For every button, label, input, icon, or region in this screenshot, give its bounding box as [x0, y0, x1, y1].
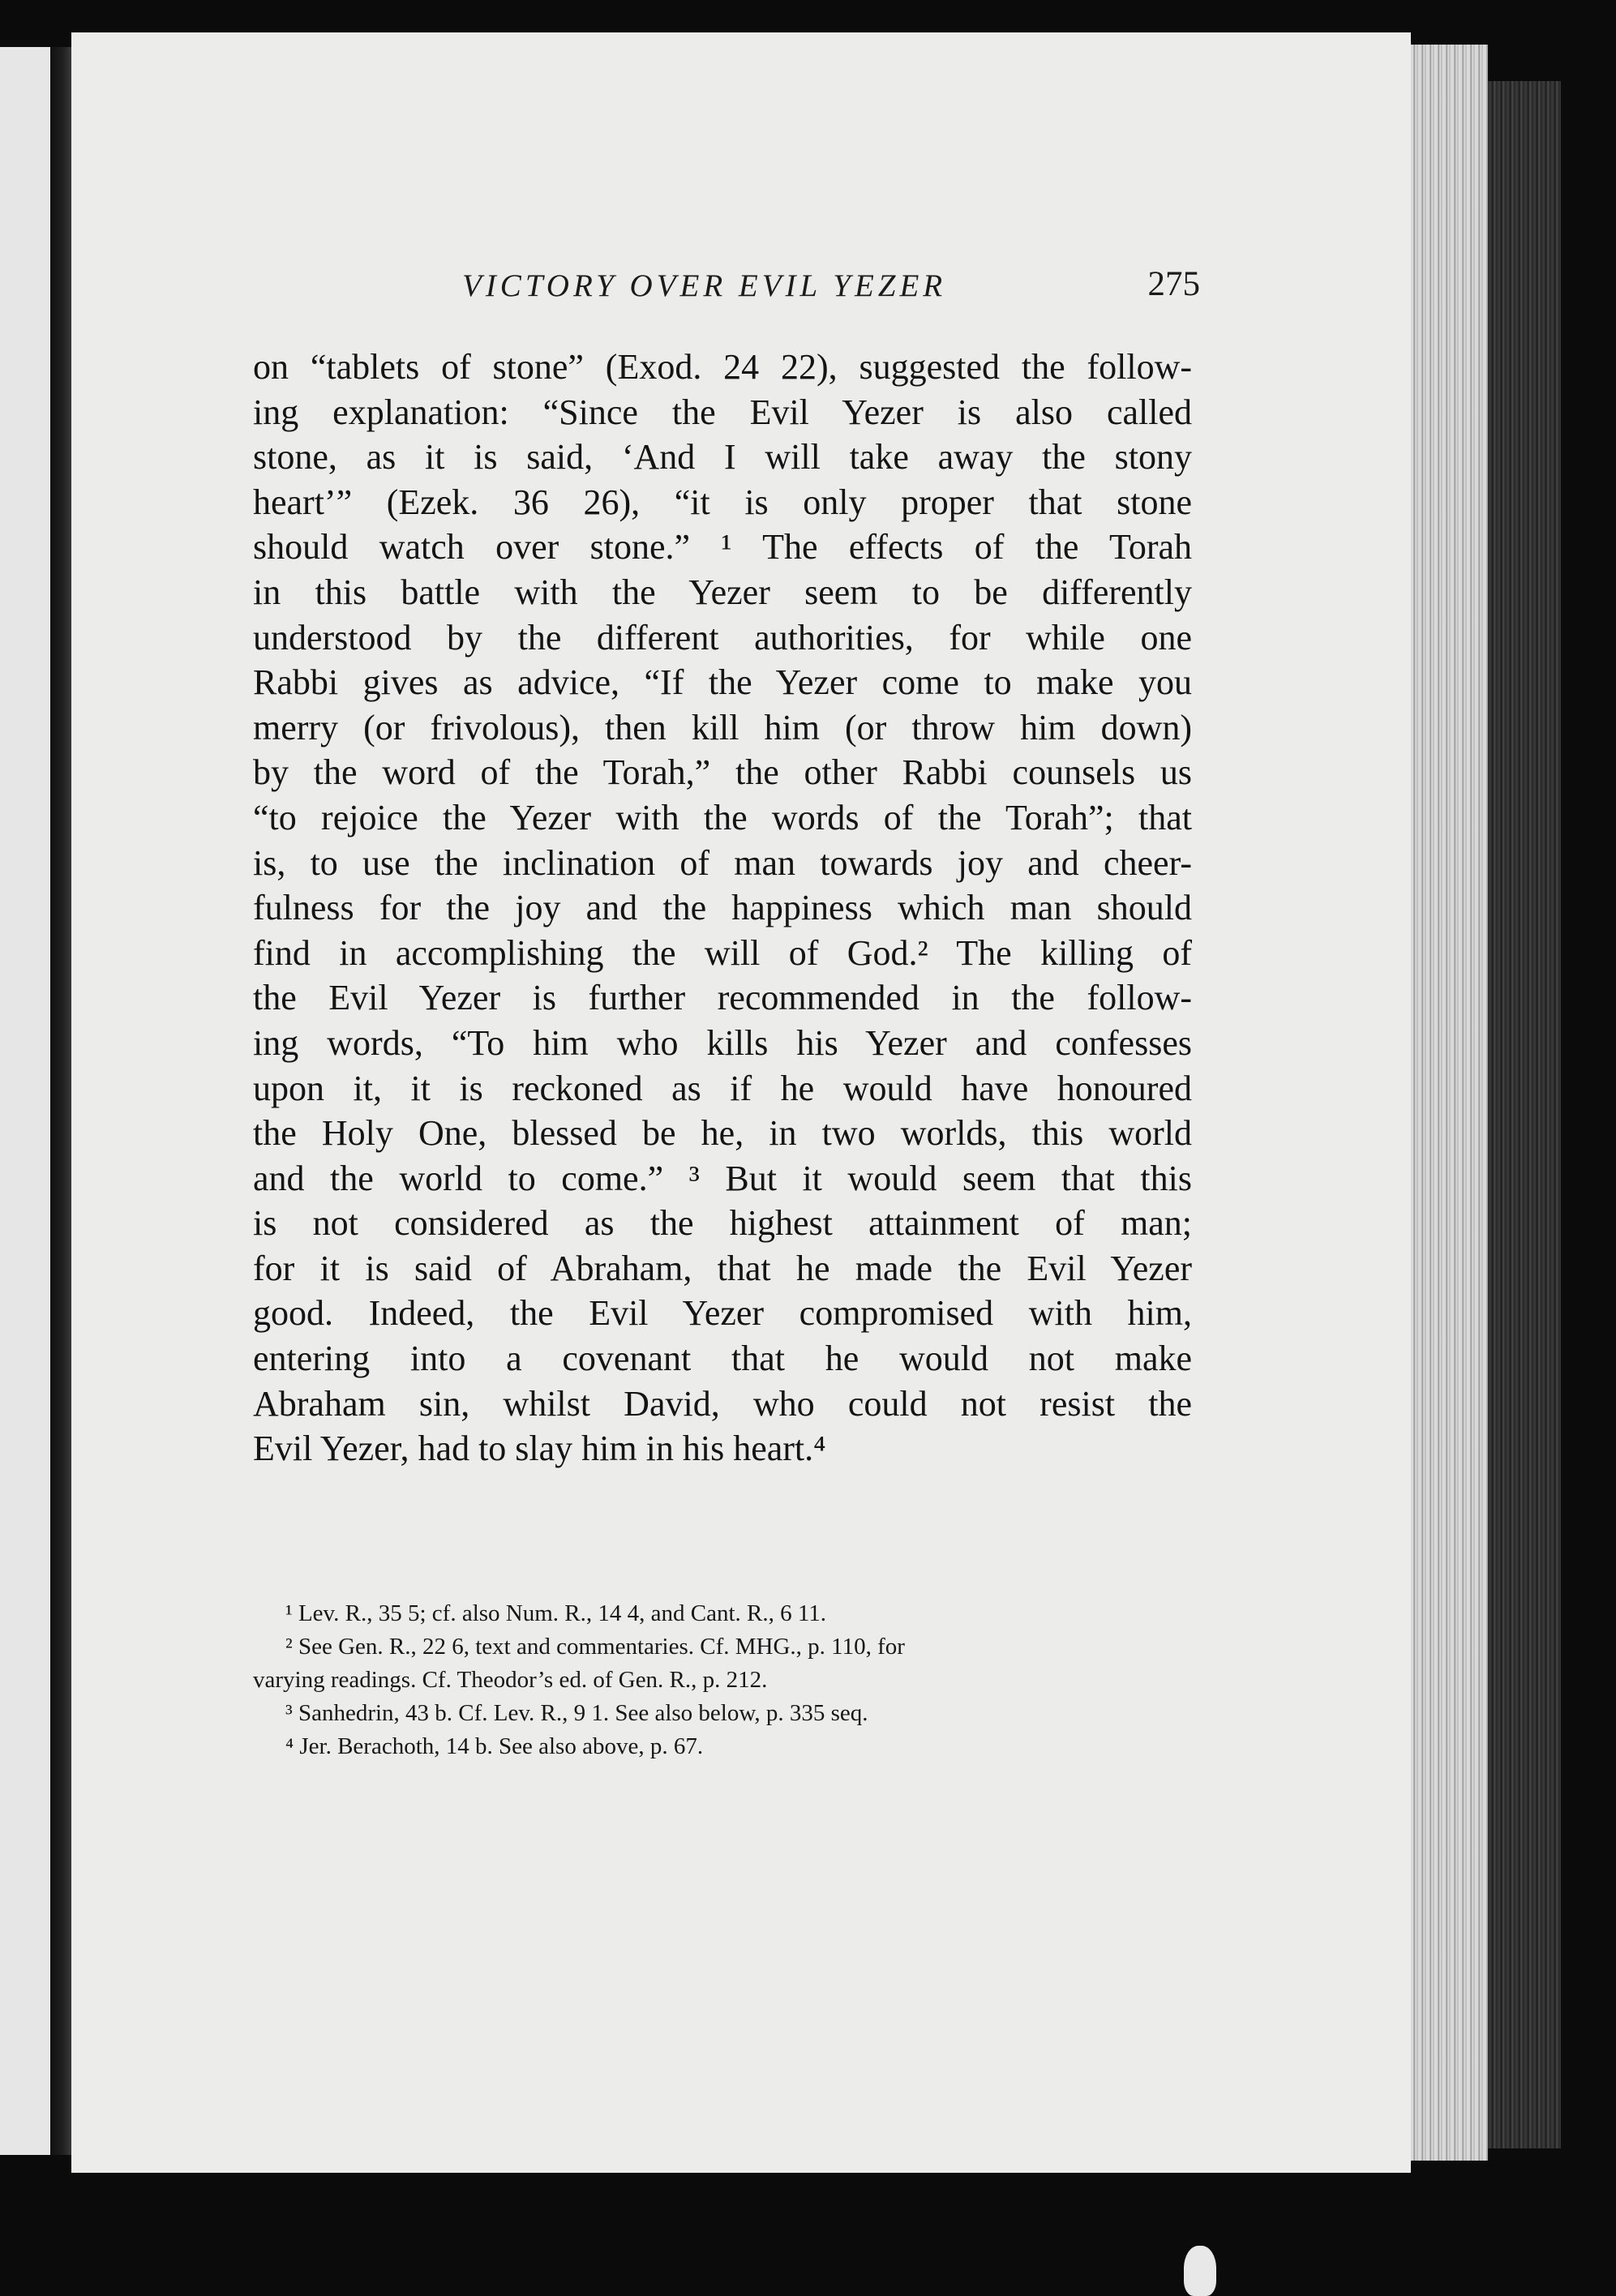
text-line: Rabbi gives as advice, “If the Yezer come to make you [253, 662, 1192, 703]
footnote: ³ Sanhedrin, 43 b. Cf. Lev. R., 9 1. See also below, p. 335 seq. [285, 1700, 868, 1726]
text-line: should watch over stone.” ¹ The effects of the Torah [253, 527, 1192, 568]
text-line: in this battle with the Yezer seem to be differently [253, 572, 1192, 612]
text-line: understood by the different authorities, for while one [253, 617, 1192, 658]
text-line: heart’” (Ezek. 36 26), “it is only proper that stone [253, 482, 1192, 522]
body-text [253, 345, 1192, 1471]
book-gutter [50, 47, 71, 2155]
page-stack-edge [1411, 45, 1488, 2161]
text-line: is not considered as the highest attainment of man; [253, 1203, 1192, 1244]
text-line: merry (or frivolous), then kill him (or throw him down) [253, 707, 1192, 747]
page-number: 275 [1147, 265, 1200, 303]
text-line: find in accomplishing the will of God.² The killing of [253, 932, 1192, 973]
text-line: and the world to come.” ³ But it would seem that this [253, 1158, 1192, 1198]
footnotes [253, 1597, 1192, 1763]
text-line: entering into a covenant that he would not make [253, 1339, 1192, 1379]
text-line: by the word of the Torah,” the other Rabbi counsels us [253, 752, 1192, 793]
footnote: ¹ Lev. R., 35 5; cf. also Num. R., 14 4, and Cant. R., 6 11. [285, 1600, 827, 1626]
text-line: “to rejoice the Yezer with the words of the Torah”; that [253, 797, 1192, 837]
book-edge-shadow [1488, 81, 1561, 2148]
text-line: ing explanation: “Since the Evil Yezer is also called [253, 392, 1192, 432]
scan-artifact [1184, 2246, 1216, 2296]
facing-page-edge [0, 47, 50, 2155]
text-line: Evil Yezer, had to slay him in his heart.⁴ [253, 1429, 826, 1469]
text-line: Abraham sin, whilst David, who could not resist the [253, 1383, 1192, 1424]
text-line: ing words, “To him who kills his Yezer and confesses [253, 1022, 1192, 1063]
text-line: for it is said of Abraham, that he made the Evil Yezer [253, 1248, 1192, 1288]
text-line: the Evil Yezer is further recommended in the follow- [253, 978, 1192, 1018]
page-header [462, 265, 1200, 316]
text-line: is, to use the inclination of man towards joy and cheer- [253, 842, 1192, 883]
running-head: VICTORY OVER EVIL YEZER [462, 268, 947, 303]
text-line: upon it, it is reckoned as if he would have honoured [253, 1068, 1192, 1108]
footnote-continuation: varying readings. Cf. Theodor’s ed. of Gen. R., p. 212. [253, 1667, 768, 1693]
text-line: good. Indeed, the Evil Yezer compromised with him, [253, 1293, 1192, 1334]
text-line: fulness for the joy and the happiness which man should [253, 888, 1192, 928]
footnote: ² See Gen. R., 22 6, text and commentaries. Cf. MHG., p. 110, for [285, 1634, 905, 1660]
text-line: the Holy One, blessed be he, in two worlds, this world [253, 1113, 1192, 1154]
text-line: stone, as it is said, ‘And I will take away the stony [253, 437, 1192, 478]
footnote: ⁴ Jer. Berachoth, 14 b. See also above, p. 67. [285, 1733, 704, 1759]
text-line: on “tablets of stone” (Exod. 24 22), suggested the follow- [253, 347, 1192, 387]
